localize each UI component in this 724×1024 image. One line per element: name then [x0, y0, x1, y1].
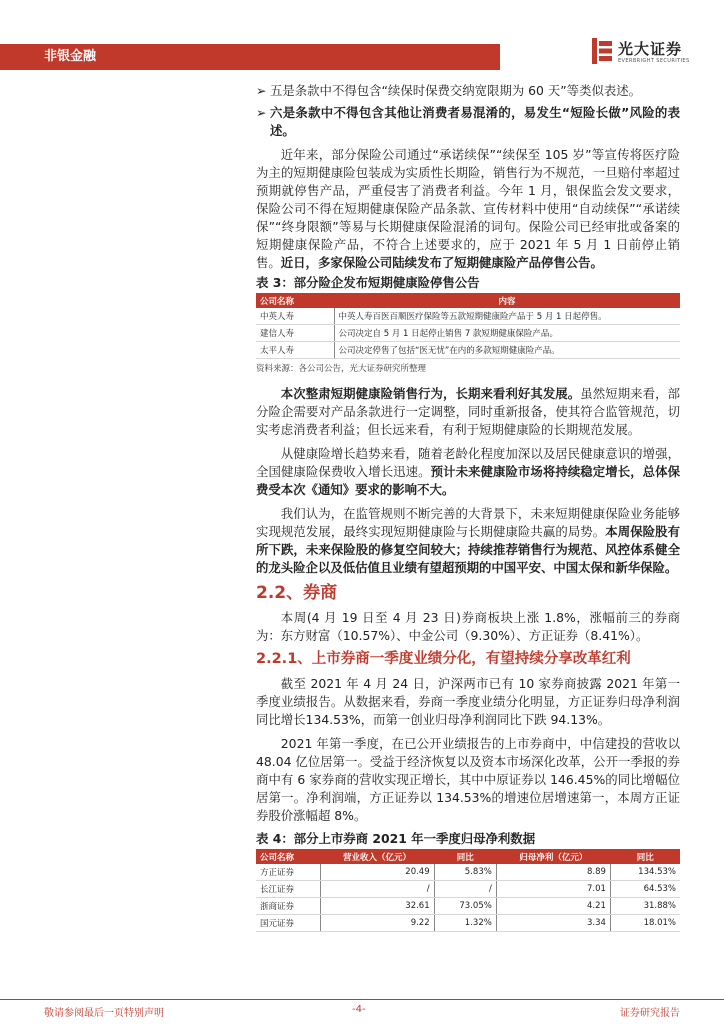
- table-caption: 表 3：部分险企发布短期健康险停售公告: [256, 275, 480, 290]
- table-cell: 建信人寿: [256, 325, 334, 342]
- logo-text: 光大证券: [618, 40, 683, 58]
- table-caption: 表 4：部分上市券商 2021 年一季度归母净利数据: [256, 831, 536, 846]
- table-cell: 公司决定停售了包括“医无忧”在内的多款短期健康险产品。: [334, 342, 680, 359]
- table-cell: 中英人寿: [256, 308, 334, 325]
- main-content: [256, 82, 680, 932]
- table-cell: 3.34: [496, 915, 610, 932]
- table-cell: 31.88%: [610, 898, 680, 915]
- paragraph: 本次整肃短期健康险销售行为，长期来看利好其发展。虽然短期来看，部分险企需要对产品条款进行一定调整，同时重新报备，使其符合监管规范，切实考虑消费者利益；但长远来看，有利于短期健康险的长期规范发展。: [256, 386, 681, 437]
- section-heading: 2.2、券商: [256, 583, 338, 603]
- table-cell: 1.32%: [434, 915, 496, 932]
- column-header: 归母净利（亿元）: [496, 849, 610, 864]
- table-row: [256, 915, 680, 932]
- bullet-text: 六是条款中不得包含其他让消费者易混淆的，易发生“短险长做”风险的表述。: [270, 105, 680, 138]
- table-cell: 5.83%: [434, 864, 496, 881]
- page-number: -4-: [352, 1004, 366, 1015]
- table-row: [256, 342, 680, 359]
- table-cell: 中英人寿百医百顺医疗保险等五款短期健康险产品于 5 月 1 日起停售。: [334, 308, 680, 325]
- table-source: 资料来源：各公司公告，光大证券研究所整理: [256, 364, 427, 374]
- paragraph: 从健康险增长趋势来看，随着老龄化程度加深以及居民健康意识的增强，全国健康险保费收入增长迅速。预计未来健康险市场将持续稳定增长，总体保费受本次《通知》要求的影响不大。: [256, 446, 681, 497]
- table-cell: /: [434, 881, 496, 898]
- section-title: 非银金融: [44, 49, 97, 64]
- table-recall: [256, 293, 680, 359]
- logo-english: EVERBRIGHT SECURITIES: [618, 58, 690, 64]
- bullet-text: 五是条款中不得包含“续保时保费交纳宽限期为 60 天”等类似表述。: [270, 83, 642, 98]
- column-header: 同比: [434, 849, 496, 864]
- table-cell: /: [320, 881, 434, 898]
- table-cell: 方正证券: [256, 864, 320, 881]
- table-cell: 20.49: [320, 864, 434, 881]
- arrow-bullet-icon: ➢: [256, 83, 267, 98]
- column-header: 公司名称: [256, 293, 334, 308]
- paragraph: 2021 年第一季度，在已公开业绩报告的上市券商中，中信建投的营收以48.04 亿位居第一。受益于经济恢复以及资本市场深化改革，公开一季报的券商中有 6 家券商的营收实现正增长，其中中原证券以 146.45%的同比增幅位居第一。净利润端，方正证券以 134.53%的增速位居增速第一，本周方正证券股价涨幅超 8%。: [256, 736, 680, 823]
- table-row: [256, 325, 680, 342]
- table-cell: 太平人寿: [256, 342, 334, 359]
- table-header-row: [256, 293, 680, 308]
- bullet-item: [256, 104, 680, 140]
- paragraph: 本周(4 月 19 日至 4 月 23 日)券商板块上涨 1.8%，涨幅前三的券商为：东方财富（10.57%）、中金公司（9.30%）、方正证券（8.41%）。: [256, 610, 680, 643]
- table-row: [256, 898, 680, 915]
- table-row: [256, 881, 680, 898]
- table-row: [256, 308, 680, 325]
- column-header: 内容: [334, 293, 680, 308]
- table-cell: 4.21: [496, 898, 610, 915]
- logo-icon: [590, 38, 614, 64]
- column-header: 公司名称: [256, 849, 320, 864]
- page-header: [0, 0, 724, 72]
- arrow-bullet-icon: ➢: [256, 105, 267, 120]
- footer-disclaimer: 敬请参阅最后一页特别声明: [44, 1008, 164, 1019]
- footer-divider: [0, 999, 724, 1000]
- table-cell: 浙商证券: [256, 898, 320, 915]
- table-cell: 73.05%: [434, 898, 496, 915]
- table-cell: 18.01%: [610, 915, 680, 932]
- subsection-heading: 2.2.1、上市券商一季度业绩分化，有望持续分享改革红利: [256, 651, 631, 667]
- table-cell: 国元证券: [256, 915, 320, 932]
- bullet-item: [256, 82, 680, 100]
- table-cell: 32.61: [320, 898, 434, 915]
- table-cell: 长江证券: [256, 881, 320, 898]
- column-header: 营业收入（亿元）: [320, 849, 434, 864]
- table-cell: 9.22: [320, 915, 434, 932]
- paragraph: 我们认为，在监管规则不断完善的大背景下，未来短期健康保险业务能够实现规范发展，最终实现短期健康险与长期健康险共赢的局势。本周保险股有所下跌，未来保险股的修复空间较大；持续推荐销售行为规范、风控体系健全的龙头险企以及低估值且业绩有望超预期的中国平安、中国太保和新华保险。: [256, 506, 681, 575]
- table-broker-results: [256, 849, 680, 932]
- table-cell: 134.53%: [610, 864, 680, 881]
- brand-logo: [590, 36, 700, 70]
- table-row: [256, 864, 680, 881]
- column-header: 同比: [610, 849, 680, 864]
- table-cell: 8.89: [496, 864, 610, 881]
- table-cell: 64.53%: [610, 881, 680, 898]
- table-header-row: [256, 849, 680, 864]
- table-cell: 7.01: [496, 881, 610, 898]
- footer-report-type: 证券研究报告: [620, 1008, 680, 1019]
- paragraph: 截至 2021 年 4 月 24 日，沪深两市已有 10 家券商披露 2021 年第一季度业绩报告。从数据来看，券商一季度业绩分化明显，方正证券归母净利润同比增长134.53%，而第一创业归母净利润同比下跌 94.13%。: [256, 676, 680, 727]
- paragraph: 近年来，部分保险公司通过“承诺续保”“续保至 105 岁”等宣传将医疗险为主的短期健康险包装成为实质性长期险，销售行为不规范，一旦赔付率超过预期就停售产品，严重侵害了消费者利益。今年 1 月，银保监会发文要求，保险公司不得在短期健康保险产品条款、宣传材料中使用“自动续保”“承诺续保”“终身限额”等易与长期健康保险混淆的词句。保险公司已经审批或备案的短期健康保险产品，不符合上述要求的，应于 2021 年 5 月 1 日前停止销售。近日，多家保险公司陆续发布了短期健康险产品停售公告。: [256, 147, 680, 270]
- table-cell: 公司决定自 5 月 1 日起停止销售 7 款短期健康保险产品。: [334, 325, 680, 342]
